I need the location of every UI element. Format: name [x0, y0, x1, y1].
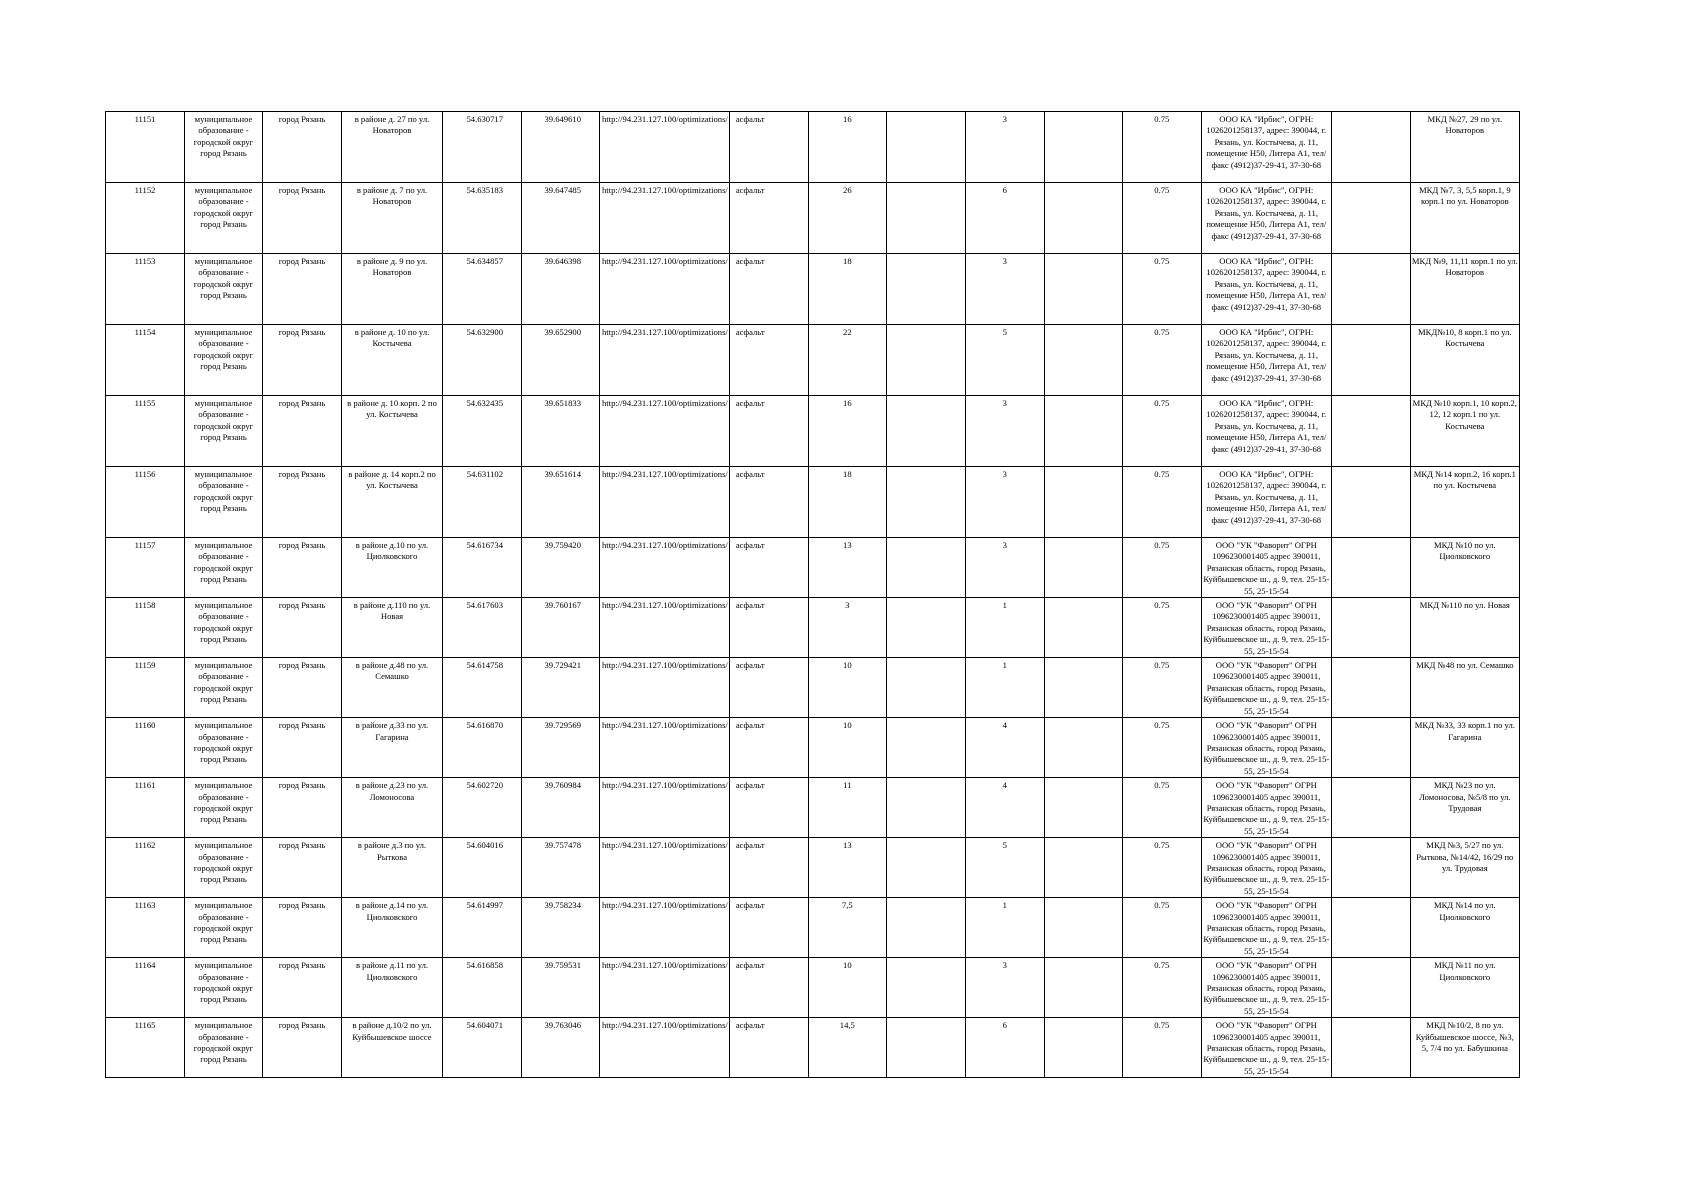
row-id: 11161: [106, 778, 185, 838]
empty-cell: [1331, 718, 1410, 778]
table-row: [106, 838, 1520, 898]
table-row: [106, 778, 1520, 838]
location-cell: в районе д.23 по ул. Ломоносова: [342, 778, 443, 838]
empty-cell: [1044, 718, 1122, 778]
location-cell: в районе д.10 по ул. Циолковского: [342, 538, 443, 598]
row-id: 11158: [106, 598, 185, 658]
empty-cell: [1044, 538, 1122, 598]
operator-cell: ООО "УК "Фаворит" ОГРН 1096230001405 адрес 390011, Рязанская область, город Рязань, Куйбышевское ш., д. 9, тел. 25-15-55, 25-15-54: [1201, 1018, 1331, 1078]
surface-cell: асфальт: [729, 467, 808, 538]
longitude-cell: 39.759420: [522, 538, 600, 598]
latitude-cell: 54.631102: [443, 467, 522, 538]
empty-cell: [1044, 598, 1122, 658]
latitude-cell: 54.635183: [443, 183, 522, 254]
settlement-cell: город Рязань: [263, 112, 342, 183]
settlement-cell: город Рязань: [263, 778, 342, 838]
longitude-cell: 39.760984: [522, 778, 600, 838]
longitude-cell: 39.763046: [522, 1018, 600, 1078]
latitude-cell: 54.616734: [443, 538, 522, 598]
empty-cell: [886, 598, 965, 658]
volume-cell: 0.75: [1122, 778, 1201, 838]
municipality-cell: муниципальное образование - городской округ город Рязань: [185, 538, 263, 598]
empty-cell: [1044, 958, 1122, 1018]
area-cell: 26: [808, 183, 886, 254]
longitude-cell: 39.729569: [522, 718, 600, 778]
longitude-cell: 39.651614: [522, 467, 600, 538]
volume-cell: 0.75: [1122, 718, 1201, 778]
table-row: [106, 183, 1520, 254]
url-cell: http://94.231.127.100/optimizations/: [600, 467, 730, 538]
sources-cell: МКД №14 по ул. Циолковского: [1410, 898, 1519, 958]
sources-cell: МКД№10, 8 корп.1 по ул. Костычева: [1410, 325, 1519, 396]
table-row: [106, 598, 1520, 658]
latitude-cell: 54.604071: [443, 1018, 522, 1078]
url-cell: http://94.231.127.100/optimizations/: [600, 396, 730, 467]
operator-cell: ООО КА "Ирбис", ОГРН: 1026201258137, адрес: 390044, г. Рязань, ул. Костычева, д. 11, помещение Н50, Литера А1, тел/факс (4912)37-29-41, 37-30-68: [1201, 325, 1331, 396]
surface-cell: асфальт: [729, 538, 808, 598]
empty-cell: [886, 1018, 965, 1078]
operator-cell: ООО КА "Ирбис", ОГРН: 1026201258137, адрес: 390044, г. Рязань, ул. Костычева, д. 11, помещение Н50, Литера А1, тел/факс (4912)37-29-41, 37-30-68: [1201, 112, 1331, 183]
containers-cell: 3: [965, 467, 1044, 538]
longitude-cell: 39.651833: [522, 396, 600, 467]
empty-cell: [886, 658, 965, 718]
municipality-cell: муниципальное образование - городской округ город Рязань: [185, 396, 263, 467]
settlement-cell: город Рязань: [263, 325, 342, 396]
volume-cell: 0.75: [1122, 538, 1201, 598]
empty-cell: [1044, 658, 1122, 718]
table-row: [106, 325, 1520, 396]
volume-cell: 0.75: [1122, 658, 1201, 718]
settlement-cell: город Рязань: [263, 658, 342, 718]
municipality-cell: муниципальное образование - городской округ город Рязань: [185, 718, 263, 778]
empty-cell: [1044, 183, 1122, 254]
sources-cell: МКД №10/2, 8 по ул. Куйбышевское шоссе, №3, 5, 7/4 по ул. Бабушкина: [1410, 1018, 1519, 1078]
volume-cell: 0.75: [1122, 325, 1201, 396]
location-cell: в районе д. 10 по ул. Костычева: [342, 325, 443, 396]
operator-cell: ООО "УК "Фаворит" ОГРН 1096230001405 адрес 390011, Рязанская область, город Рязань, Куйбышевское ш., д. 9, тел. 25-15-55, 25-15-54: [1201, 898, 1331, 958]
area-cell: 10: [808, 958, 886, 1018]
latitude-cell: 54.634857: [443, 254, 522, 325]
municipality-cell: муниципальное образование - городской округ город Рязань: [185, 325, 263, 396]
municipality-cell: муниципальное образование - городской округ город Рязань: [185, 898, 263, 958]
row-id: 11157: [106, 538, 185, 598]
row-id: 11162: [106, 838, 185, 898]
surface-cell: асфальт: [729, 183, 808, 254]
location-cell: в районе д. 27 по ул. Новаторов: [342, 112, 443, 183]
empty-cell: [1331, 183, 1410, 254]
settlement-cell: город Рязань: [263, 183, 342, 254]
url-cell: http://94.231.127.100/optimizations/: [600, 325, 730, 396]
url-cell: http://94.231.127.100/optimizations/: [600, 658, 730, 718]
row-id: 11155: [106, 396, 185, 467]
municipality-cell: муниципальное образование - городской округ город Рязань: [185, 1018, 263, 1078]
settlement-cell: город Рязань: [263, 538, 342, 598]
latitude-cell: 54.632900: [443, 325, 522, 396]
row-id: 11159: [106, 658, 185, 718]
row-id: 11164: [106, 958, 185, 1018]
surface-cell: асфальт: [729, 598, 808, 658]
area-cell: 18: [808, 467, 886, 538]
volume-cell: 0.75: [1122, 598, 1201, 658]
table-row: [106, 1018, 1520, 1078]
containers-cell: 5: [965, 838, 1044, 898]
operator-cell: ООО КА "Ирбис", ОГРН: 1026201258137, адрес: 390044, г. Рязань, ул. Костычева, д. 11, помещение Н50, Литера А1, тел/факс (4912)37-29-41, 37-30-68: [1201, 467, 1331, 538]
municipality-cell: муниципальное образование - городской округ город Рязань: [185, 467, 263, 538]
empty-cell: [886, 718, 965, 778]
table-row: [106, 538, 1520, 598]
sources-cell: МКД №23 по ул. Ломоносова, №5/8 по ул. Трудовая: [1410, 778, 1519, 838]
empty-cell: [1044, 396, 1122, 467]
operator-cell: ООО "УК "Фаворит" ОГРН 1096230001405 адрес 390011, Рязанская область, город Рязань, Куйбышевское ш., д. 9, тел. 25-15-55, 25-15-54: [1201, 658, 1331, 718]
area-cell: 3: [808, 598, 886, 658]
municipality-cell: муниципальное образование - городской округ город Рязань: [185, 958, 263, 1018]
empty-cell: [1331, 958, 1410, 1018]
empty-cell: [1331, 598, 1410, 658]
empty-cell: [1044, 1018, 1122, 1078]
longitude-cell: 39.646398: [522, 254, 600, 325]
table-row: [106, 396, 1520, 467]
latitude-cell: 54.604016: [443, 838, 522, 898]
area-cell: 7,5: [808, 898, 886, 958]
sources-cell: МКД №27, 29 по ул. Новаторов: [1410, 112, 1519, 183]
containers-cell: 5: [965, 325, 1044, 396]
empty-cell: [886, 778, 965, 838]
containers-cell: 3: [965, 396, 1044, 467]
area-cell: 10: [808, 658, 886, 718]
sources-cell: МКД №10 по ул. Циолковского: [1410, 538, 1519, 598]
settlement-cell: город Рязань: [263, 598, 342, 658]
url-cell: http://94.231.127.100/optimizations/: [600, 112, 730, 183]
containers-cell: 4: [965, 778, 1044, 838]
settlement-cell: город Рязань: [263, 898, 342, 958]
operator-cell: ООО КА "Ирбис", ОГРН: 1026201258137, адрес: 390044, г. Рязань, ул. Костычева, д. 11, помещение Н50, Литера А1, тел/факс (4912)37-29-41, 37-30-68: [1201, 183, 1331, 254]
empty-cell: [1044, 325, 1122, 396]
settlement-cell: город Рязань: [263, 838, 342, 898]
url-cell: http://94.231.127.100/optimizations/: [600, 598, 730, 658]
operator-cell: ООО КА "Ирбис", ОГРН: 1026201258137, адрес: 390044, г. Рязань, ул. Костычева, д. 11, помещение Н50, Литера А1, тел/факс (4912)37-29-41, 37-30-68: [1201, 254, 1331, 325]
table-row: [106, 718, 1520, 778]
location-cell: в районе д.48 по ул. Семашко: [342, 658, 443, 718]
table-row: [106, 112, 1520, 183]
registry-table: [105, 111, 1520, 1078]
empty-cell: [1331, 254, 1410, 325]
latitude-cell: 54.602720: [443, 778, 522, 838]
empty-cell: [1331, 396, 1410, 467]
operator-cell: ООО КА "Ирбис", ОГРН: 1026201258137, адрес: 390044, г. Рязань, ул. Костычева, д. 11, помещение Н50, Литера А1, тел/факс (4912)37-29-41, 37-30-68: [1201, 396, 1331, 467]
row-id: 11151: [106, 112, 185, 183]
location-cell: в районе д. 14 корп.2 по ул. Костычева: [342, 467, 443, 538]
volume-cell: 0.75: [1122, 396, 1201, 467]
row-id: 11154: [106, 325, 185, 396]
latitude-cell: 54.614997: [443, 898, 522, 958]
empty-cell: [1044, 112, 1122, 183]
containers-cell: 3: [965, 254, 1044, 325]
location-cell: в районе д.10/2 по ул. Куйбышевское шоссе: [342, 1018, 443, 1078]
sources-cell: МКД №33, 33 корп.1 по ул. Гагарина: [1410, 718, 1519, 778]
empty-cell: [1331, 538, 1410, 598]
volume-cell: 0.75: [1122, 254, 1201, 325]
longitude-cell: 39.729421: [522, 658, 600, 718]
surface-cell: асфальт: [729, 718, 808, 778]
empty-cell: [886, 112, 965, 183]
empty-cell: [1331, 325, 1410, 396]
row-id: 11163: [106, 898, 185, 958]
longitude-cell: 39.647485: [522, 183, 600, 254]
location-cell: в районе д.14 по ул. Циолковского: [342, 898, 443, 958]
operator-cell: ООО "УК "Фаворит" ОГРН 1096230001405 адрес 390011, Рязанская область, город Рязань, Куйбышевское ш., д. 9, тел. 25-15-55, 25-15-54: [1201, 718, 1331, 778]
sources-cell: МКД №10 корп.1, 10 корп.2, 12, 12 корп.1 по ул. Костычева: [1410, 396, 1519, 467]
latitude-cell: 54.616858: [443, 958, 522, 1018]
url-cell: http://94.231.127.100/optimizations/: [600, 183, 730, 254]
latitude-cell: 54.632435: [443, 396, 522, 467]
operator-cell: ООО "УК "Фаворит" ОГРН 1096230001405 адрес 390011, Рязанская область, город Рязань, Куйбышевское ш., д. 9, тел. 25-15-55, 25-15-54: [1201, 958, 1331, 1018]
volume-cell: 0.75: [1122, 838, 1201, 898]
municipality-cell: муниципальное образование - городской округ город Рязань: [185, 183, 263, 254]
operator-cell: ООО "УК "Фаворит" ОГРН 1096230001405 адрес 390011, Рязанская область, город Рязань, Куйбышевское ш., д. 9, тел. 25-15-55, 25-15-54: [1201, 598, 1331, 658]
location-cell: в районе д.3 по ул. Рыткова: [342, 838, 443, 898]
surface-cell: асфальт: [729, 778, 808, 838]
settlement-cell: город Рязань: [263, 396, 342, 467]
empty-cell: [886, 254, 965, 325]
empty-cell: [1044, 838, 1122, 898]
empty-cell: [1331, 898, 1410, 958]
municipality-cell: муниципальное образование - городской округ город Рязань: [185, 838, 263, 898]
surface-cell: асфальт: [729, 254, 808, 325]
municipality-cell: муниципальное образование - городской округ город Рязань: [185, 598, 263, 658]
url-cell: http://94.231.127.100/optimizations/: [600, 838, 730, 898]
volume-cell: 0.75: [1122, 112, 1201, 183]
longitude-cell: 39.649610: [522, 112, 600, 183]
area-cell: 14,5: [808, 1018, 886, 1078]
operator-cell: ООО "УК "Фаворит" ОГРН 1096230001405 адрес 390011, Рязанская область, город Рязань, Куйбышевское ш., д. 9, тел. 25-15-55, 25-15-54: [1201, 838, 1331, 898]
table-row: [106, 254, 1520, 325]
area-cell: 16: [808, 112, 886, 183]
empty-cell: [886, 467, 965, 538]
url-cell: http://94.231.127.100/optimizations/: [600, 898, 730, 958]
area-cell: 13: [808, 838, 886, 898]
table-row: [106, 898, 1520, 958]
containers-cell: 3: [965, 958, 1044, 1018]
empty-cell: [1044, 254, 1122, 325]
sources-cell: МКД №11 по ул. Циолковского: [1410, 958, 1519, 1018]
empty-cell: [886, 958, 965, 1018]
volume-cell: 0.75: [1122, 958, 1201, 1018]
table-row: [106, 658, 1520, 718]
empty-cell: [1331, 1018, 1410, 1078]
surface-cell: асфальт: [729, 396, 808, 467]
containers-cell: 1: [965, 598, 1044, 658]
sources-cell: МКД №48 по ул. Семашко: [1410, 658, 1519, 718]
url-cell: http://94.231.127.100/optimizations/: [600, 538, 730, 598]
location-cell: в районе д. 9 по ул. Новаторов: [342, 254, 443, 325]
area-cell: 11: [808, 778, 886, 838]
empty-cell: [886, 396, 965, 467]
location-cell: в районе д. 7 по ул. Новаторов: [342, 183, 443, 254]
latitude-cell: 54.616870: [443, 718, 522, 778]
surface-cell: асфальт: [729, 898, 808, 958]
surface-cell: асфальт: [729, 112, 808, 183]
area-cell: 18: [808, 254, 886, 325]
latitude-cell: 54.630717: [443, 112, 522, 183]
row-id: 11152: [106, 183, 185, 254]
table-row: [106, 467, 1520, 538]
surface-cell: асфальт: [729, 838, 808, 898]
location-cell: в районе д.33 по ул. Гагарина: [342, 718, 443, 778]
longitude-cell: 39.759531: [522, 958, 600, 1018]
empty-cell: [886, 325, 965, 396]
sources-cell: МКД №7, 3, 5,5 корп.1, 9 корп.1 по ул. Новаторов: [1410, 183, 1519, 254]
longitude-cell: 39.757478: [522, 838, 600, 898]
settlement-cell: город Рязань: [263, 467, 342, 538]
volume-cell: 0.75: [1122, 467, 1201, 538]
sources-cell: МКД №3, 5/27 по ул. Рыткова, №14/42, 16/29 по ул. Трудовая: [1410, 838, 1519, 898]
settlement-cell: город Рязань: [263, 254, 342, 325]
surface-cell: асфальт: [729, 325, 808, 396]
containers-cell: 4: [965, 718, 1044, 778]
containers-cell: 1: [965, 898, 1044, 958]
url-cell: http://94.231.127.100/optimizations/: [600, 1018, 730, 1078]
containers-cell: 1: [965, 658, 1044, 718]
url-cell: http://94.231.127.100/optimizations/: [600, 958, 730, 1018]
municipality-cell: муниципальное образование - городской округ город Рязань: [185, 658, 263, 718]
municipality-cell: муниципальное образование - городской округ город Рязань: [185, 778, 263, 838]
settlement-cell: город Рязань: [263, 958, 342, 1018]
area-cell: 22: [808, 325, 886, 396]
surface-cell: асфальт: [729, 958, 808, 1018]
empty-cell: [1044, 467, 1122, 538]
longitude-cell: 39.760167: [522, 598, 600, 658]
table-row: [106, 958, 1520, 1018]
containers-cell: 6: [965, 183, 1044, 254]
empty-cell: [886, 838, 965, 898]
location-cell: в районе д.11 по ул. Циолковского: [342, 958, 443, 1018]
area-cell: 10: [808, 718, 886, 778]
settlement-cell: город Рязань: [263, 1018, 342, 1078]
longitude-cell: 39.758234: [522, 898, 600, 958]
empty-cell: [1331, 838, 1410, 898]
latitude-cell: 54.614758: [443, 658, 522, 718]
containers-cell: 3: [965, 538, 1044, 598]
sources-cell: МКД №9, 11,11 корп.1 по ул. Новаторов: [1410, 254, 1519, 325]
empty-cell: [1331, 112, 1410, 183]
row-id: 11153: [106, 254, 185, 325]
location-cell: в районе д.110 по ул. Новая: [342, 598, 443, 658]
row-id: 11160: [106, 718, 185, 778]
containers-cell: 3: [965, 112, 1044, 183]
url-cell: http://94.231.127.100/optimizations/: [600, 778, 730, 838]
surface-cell: асфальт: [729, 658, 808, 718]
municipality-cell: муниципальное образование - городской округ город Рязань: [185, 112, 263, 183]
empty-cell: [1331, 467, 1410, 538]
row-id: 11165: [106, 1018, 185, 1078]
location-cell: в районе д. 10 корп. 2 по ул. Костычева: [342, 396, 443, 467]
area-cell: 13: [808, 538, 886, 598]
empty-cell: [886, 898, 965, 958]
empty-cell: [886, 183, 965, 254]
empty-cell: [1044, 778, 1122, 838]
area-cell: 16: [808, 396, 886, 467]
volume-cell: 0.75: [1122, 183, 1201, 254]
sources-cell: МКД №110 по ул. Новая: [1410, 598, 1519, 658]
containers-cell: 6: [965, 1018, 1044, 1078]
municipality-cell: муниципальное образование - городской округ город Рязань: [185, 254, 263, 325]
row-id: 11156: [106, 467, 185, 538]
empty-cell: [1331, 658, 1410, 718]
url-cell: http://94.231.127.100/optimizations/: [600, 254, 730, 325]
empty-cell: [1331, 778, 1410, 838]
volume-cell: 0.75: [1122, 898, 1201, 958]
volume-cell: 0.75: [1122, 1018, 1201, 1078]
operator-cell: ООО "УК "Фаворит" ОГРН 1096230001405 адрес 390011, Рязанская область, город Рязань, Куйбышевское ш., д. 9, тел. 25-15-55, 25-15-54: [1201, 778, 1331, 838]
settlement-cell: город Рязань: [263, 718, 342, 778]
empty-cell: [1044, 898, 1122, 958]
surface-cell: асфальт: [729, 1018, 808, 1078]
empty-cell: [886, 538, 965, 598]
url-cell: http://94.231.127.100/optimizations/: [600, 718, 730, 778]
operator-cell: ООО "УК "Фаворит" ОГРН 1096230001405 адрес 390011, Рязанская область, город Рязань, Куйбышевское ш., д. 9, тел. 25-15-55, 25-15-54: [1201, 538, 1331, 598]
latitude-cell: 54.617603: [443, 598, 522, 658]
sources-cell: МКД №14 корп.2, 16 корп.1 по ул. Костычева: [1410, 467, 1519, 538]
longitude-cell: 39.652900: [522, 325, 600, 396]
